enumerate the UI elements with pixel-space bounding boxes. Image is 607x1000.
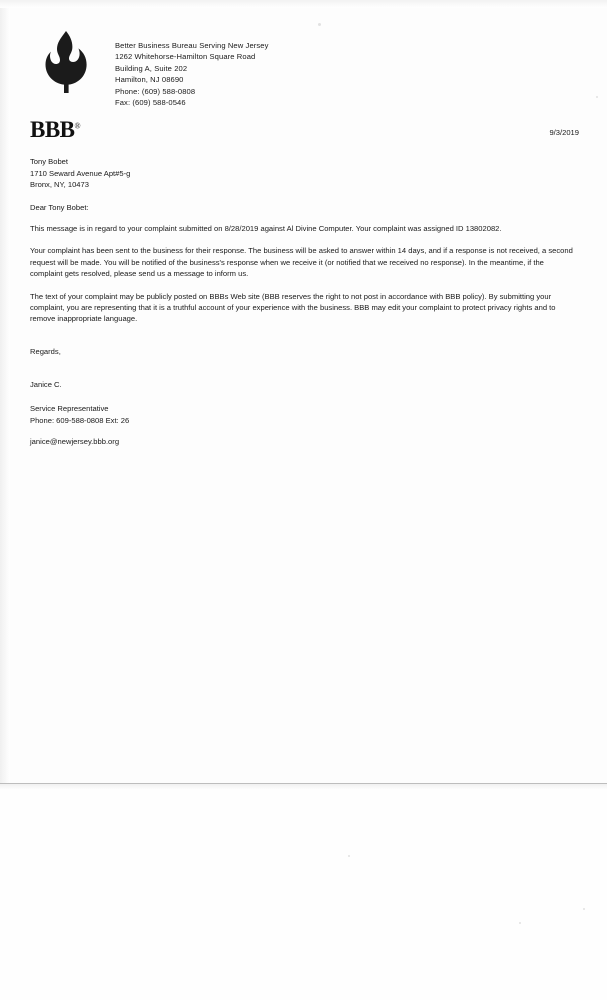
letterhead-suite: Building A, Suite 202: [115, 63, 188, 73]
closing: Regards,: [30, 347, 61, 356]
bbb-torch-icon: [44, 30, 88, 96]
body-paragraph-2: Your complaint has been sent to the business for their response. The business will be asked to answer within 14 days, and if a response is not received, a second request will be made. You will be notified of the business's response when we receive it (or notified that we received no response). In the meantime, if the complaint gets resolved, please send us a message to inform us.: [30, 246, 573, 279]
body-paragraph-3: The text of your complaint may be publicly posted on BBBs Web site (BBB reserves the right to not post in accordance with BBB policy). By submitting your complaint, you are representing that it is a truthful account of your experience with the business. BBB may edit your complaint to protect privacy rights and to remove inappropriate language.: [30, 291, 556, 324]
bbb-registered-mark: ®: [74, 121, 81, 131]
recipient-street: 1710 Seward Avenue Apt#5-g: [30, 168, 131, 178]
letter-date: 9/3/2019: [549, 128, 579, 137]
signer-title: Service Representative: [30, 404, 109, 413]
bbb-wordmark-text: BBB: [30, 117, 75, 142]
scan-bottom-panel: [0, 790, 607, 1000]
recipient-address: [30, 156, 130, 191]
scan-speck: [519, 922, 521, 924]
signer-name: Janice C.: [30, 380, 62, 389]
recipient-city-state-zip: Bronx, NY, 10473: [30, 180, 89, 190]
body-paragraph-1: This message is in regard to your complaint submitted on 8/28/2019 against Al Divine Computer. Your complaint was assigned ID 13802082.: [30, 224, 502, 233]
letterhead-street: 1262 Whitehorse-Hamilton Square Road: [115, 52, 256, 62]
scan-speck: [318, 23, 321, 26]
recipient-name: Tony Bobet: [30, 157, 68, 166]
scan-speck: [348, 855, 350, 857]
letterhead-city-state-zip: Hamilton, NJ 08690: [115, 75, 184, 85]
scan-speck: [583, 908, 585, 910]
letterhead-phone: Phone: (609) 588-0808: [115, 86, 196, 96]
bbb-logo: [30, 30, 100, 142]
letterhead-address: [115, 40, 269, 108]
letterhead-org-name: Better Business Bureau Serving New Jersey: [115, 41, 269, 50]
scan-edge-top: [0, 0, 607, 8]
signer-email: janice@newjersey.bbb.org: [30, 437, 120, 446]
signer-details: [30, 403, 129, 426]
signer-phone: Phone: 609-588-0808 Ext: 26: [30, 415, 130, 425]
letter-body: [30, 223, 578, 336]
scan-speck: [596, 96, 598, 98]
salutation: Dear Tony Bobet:: [30, 203, 89, 212]
bbb-wordmark: [30, 118, 80, 141]
letterhead-fax: Fax: (609) 588-0546: [115, 98, 186, 108]
